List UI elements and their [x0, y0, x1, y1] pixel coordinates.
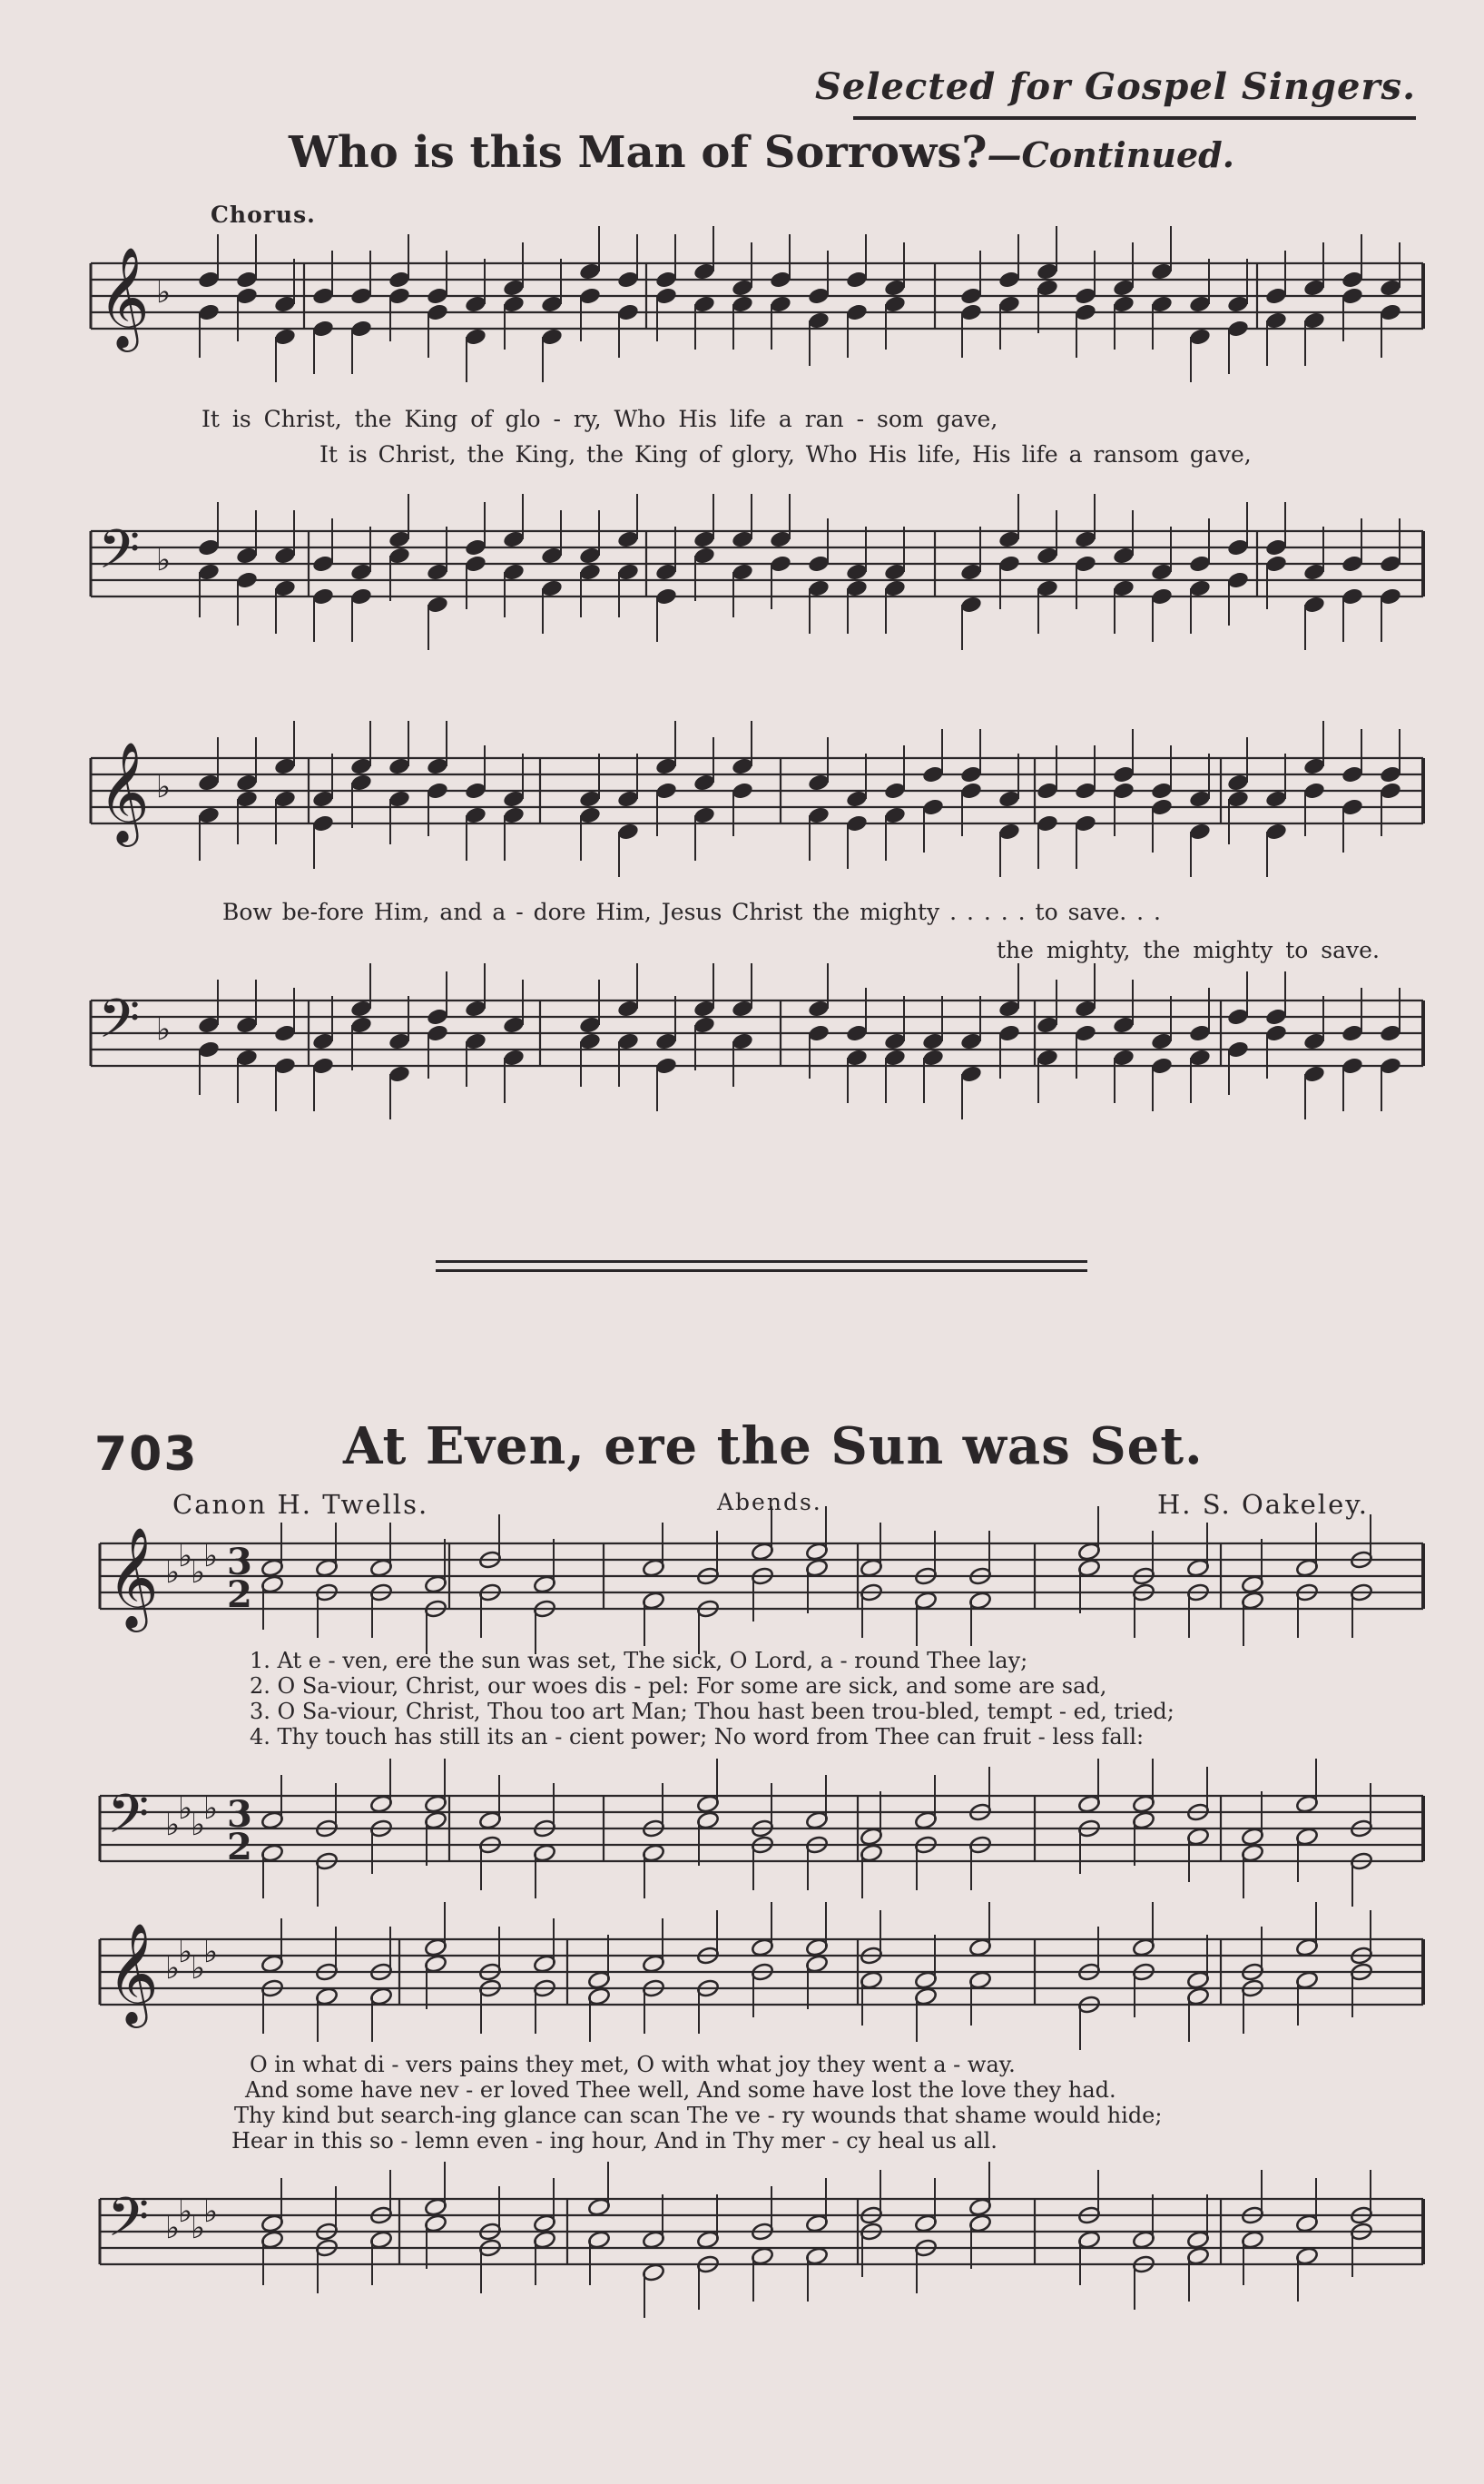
- svg-text:𝄞: 𝄞: [107, 1922, 159, 2024]
- svg-text:♭: ♭: [191, 1554, 206, 1591]
- svg-text:♭: ♭: [156, 1011, 172, 1048]
- hymn2-number: 703: [94, 1427, 199, 1482]
- svg-text:2: 2: [227, 1826, 252, 1868]
- svg-text:♭: ♭: [178, 1790, 193, 1827]
- hymn2-verse4-line1: 4. Thy touch has still its an - cient power; No word from Thee can fruit - less fall:: [250, 1724, 1145, 1750]
- svg-text:♭: ♭: [191, 1807, 206, 1843]
- svg-text:♭: ♭: [165, 1807, 181, 1843]
- svg-text:♭: ♭: [178, 1934, 193, 1970]
- svg-text:♭: ♭: [165, 1554, 181, 1591]
- svg-text:♭: ♭: [203, 1790, 219, 1827]
- section-divider: [436, 1260, 1087, 1263]
- svg-text:♭: ♭: [203, 1934, 219, 1970]
- svg-text:2: 2: [227, 1573, 252, 1616]
- svg-text:𝄢: 𝄢: [98, 518, 141, 594]
- hymn1-system2-lyric-2: the mighty, the mighty to save.: [997, 937, 1380, 963]
- collection-title: Selected for Gospel Singers.: [814, 65, 1416, 108]
- hymn2-verse2-line2: And some have nev - er loved Thee well, And some have lost the love they had.: [245, 2077, 1116, 2103]
- hymn2-tune: Abends.: [717, 1489, 822, 1515]
- hymn1-system2-lyric-1: Bow be-fore Him, and a - dore Him, Jesus Christ the mighty . . . . . to save. . .: [222, 899, 1161, 925]
- svg-text:♭: ♭: [191, 2210, 206, 2246]
- svg-text:♭: ♭: [165, 2210, 181, 2246]
- section-divider-2: [436, 1269, 1087, 1272]
- hymn2-composer: H. S. Oakeley.: [1157, 1489, 1369, 1520]
- svg-text:3: 3: [227, 1793, 252, 1836]
- hymn2-verse4-line2: Hear in this so - lemn even - ing hour, And in Thy mer - cy heal us all.: [231, 2128, 998, 2154]
- svg-text:♭: ♭: [191, 1950, 206, 1986]
- hymn2-verse1-line2: O in what di - vers pains they met, O with what joy they went a - way.: [250, 2052, 1016, 2077]
- svg-text:♭: ♭: [203, 1538, 219, 1574]
- hymn2-title: At Even, ere the Sun was Set.: [343, 1416, 1204, 1476]
- svg-text:3: 3: [227, 1541, 252, 1583]
- svg-text:♭: ♭: [203, 2193, 219, 2230]
- hymn1-system1-lyric-1: It is Christ, the King of glo - ry, Who His life a ran - som gave,: [201, 406, 998, 432]
- svg-text:♭: ♭: [178, 2193, 193, 2230]
- hymn1-title-suffix: —Continued.: [987, 134, 1234, 175]
- svg-text:♭: ♭: [178, 1538, 193, 1574]
- svg-text:𝄞: 𝄞: [98, 741, 150, 843]
- chorus-label: Chorus.: [211, 202, 316, 228]
- hymn1-title-text: Who is this Man of Sorrows?: [289, 127, 988, 178]
- svg-text:♭: ♭: [156, 274, 172, 310]
- svg-text:𝄢: 𝄢: [107, 1782, 150, 1858]
- hymn2-verse2-line1: 2. O Sa-viour, Christ, our woes dis - pel: For some are sick, and some are sad,: [250, 1673, 1107, 1699]
- svg-text:♭: ♭: [156, 542, 172, 578]
- hymn1-system1-lyric-2: It is Christ, the King, the King of glory, Who His life, His life a ransom gave,: [319, 441, 1252, 468]
- svg-text:𝄢: 𝄢: [107, 2185, 150, 2262]
- hymn2-author: Canon H. Twells.: [172, 1489, 429, 1520]
- svg-text:𝄞: 𝄞: [107, 1526, 159, 1628]
- hymn2-verse1-line1: 1. At e - ven, ere the sun was set, The sick, O Lord, a - round Thee lay;: [250, 1648, 1028, 1673]
- hymn2-verse3-line1: 3. O Sa-viour, Christ, Thou too art Man; Thou hast been trou-bled, tempt - ed, tried;: [250, 1699, 1174, 1724]
- hymn2-verse3-line2: Thy kind but search-ing glance can scan The ve - ry wounds that shame would hide;: [234, 2103, 1163, 2128]
- svg-text:𝄞: 𝄞: [98, 246, 150, 348]
- svg-text:𝄢: 𝄢: [98, 987, 141, 1063]
- svg-text:♭: ♭: [156, 769, 172, 805]
- svg-text:♭: ♭: [165, 1950, 181, 1986]
